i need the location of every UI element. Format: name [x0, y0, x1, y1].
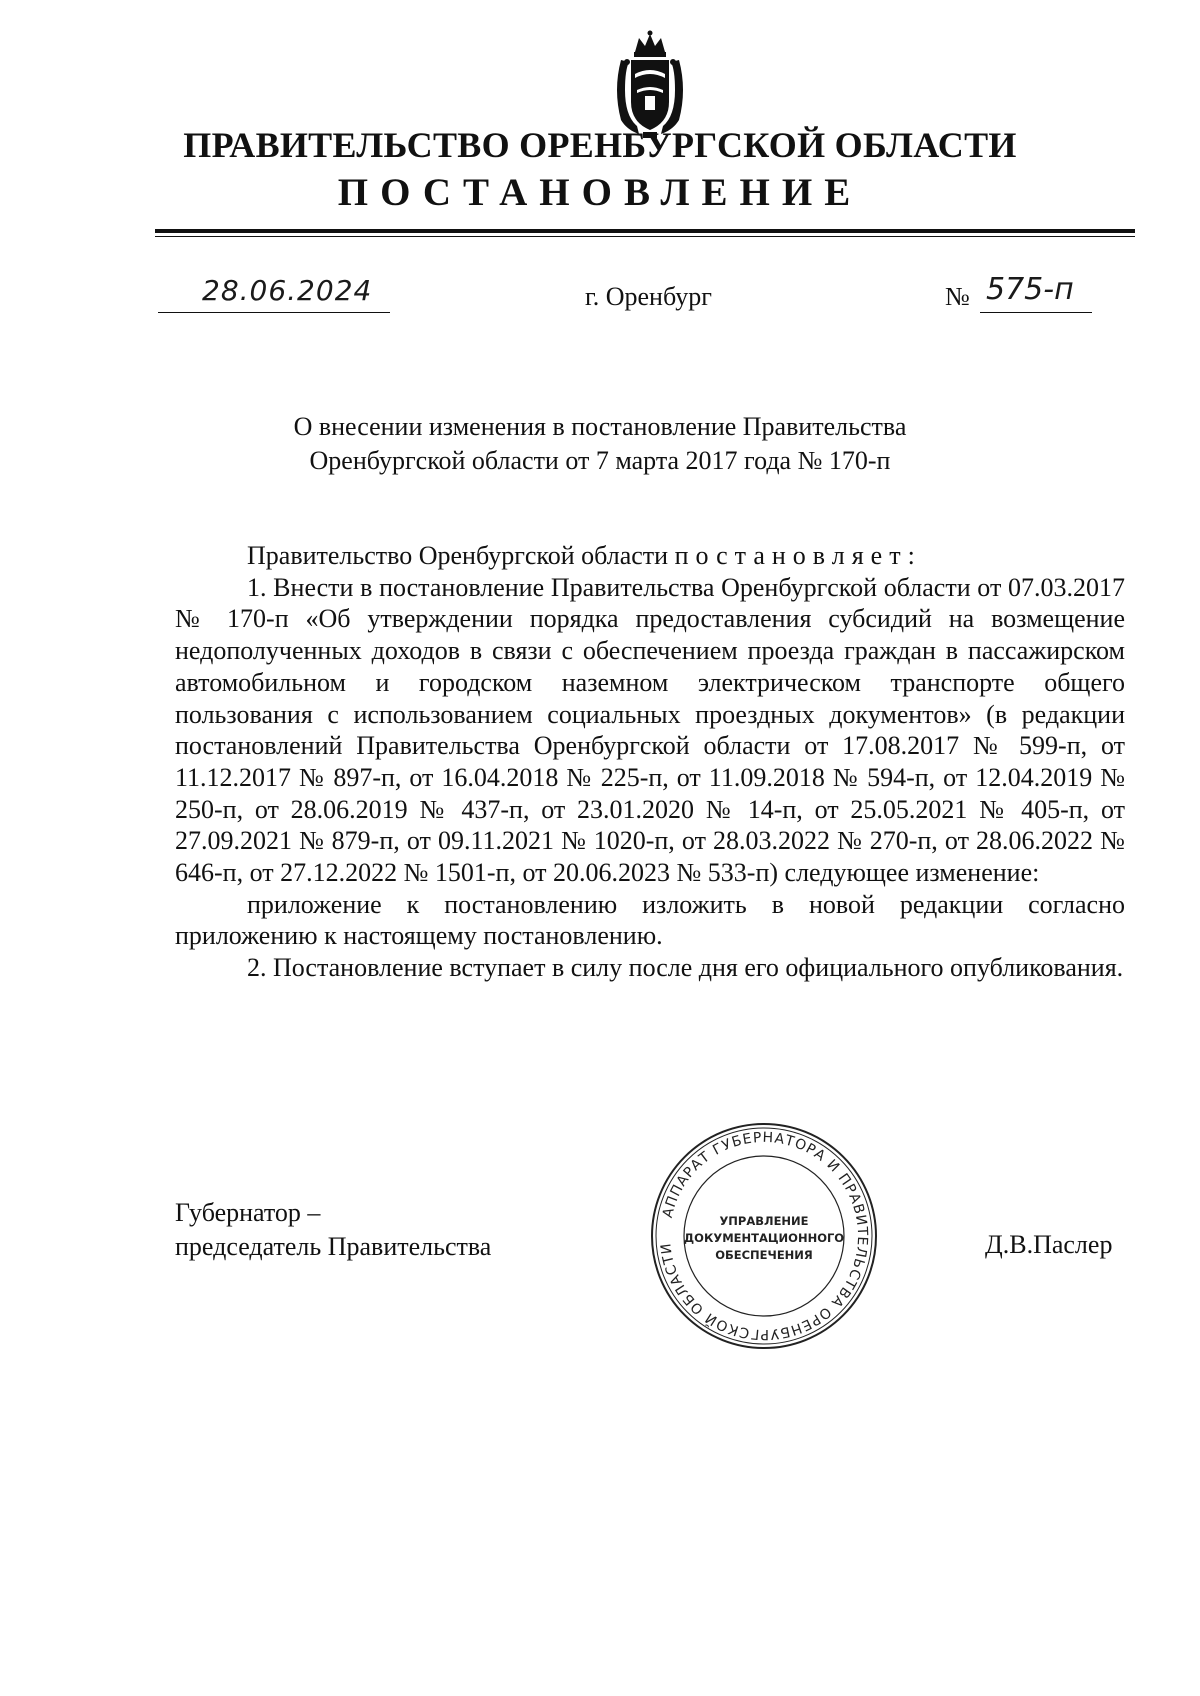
- document-type: ПОСТАНОВЛЕНИЕ: [337, 171, 863, 214]
- signatory-title-line: председатель Правительства: [175, 1232, 492, 1261]
- stamp-center-line: УПРАВЛЕНИЕ: [719, 1214, 809, 1228]
- header-rule: [155, 229, 1135, 233]
- signatory-title: [175, 1196, 491, 1264]
- subject-line: Оренбургской области от 7 марта 2017 года № 170-п: [309, 446, 891, 475]
- paragraph-1: 1. Внести в постановление Правительства Оренбургской области от 07.03.2017 № 170-п «Об утверждении порядка предоставления субсидий на возмещение недополученных доходов в связи с обеспечением проезда граждан в пассажирском автомобильном и городском наземном электрическом транспорте общего пользования с использованием социальных проездных документов» (в редакции постановлений Правительства Оренбургской области от 17.08.2017 № 599-п, от 11.12.2017 № 897-п, от 16.04.2018 № 225-п, от 11.09.2018 № 594-п, от 12.04.2019 № 250-п, от 28.06.2019 № 437-п, от 23.01.2020 № 14-п, от 25.05.2021 № 405-п, от 27.09.2021 № 879-п, от 09.11.2021 № 1020-п, от 28.03.2022 № 270-п, от 28.06.2022 № 646-п, от 27.12.2022 № 1501-п, от 20.06.2023 № 533-п) следующее изменение:: [175, 572, 1125, 888]
- stamp-ring-text: АППАРАТ ГУБЕРНАТОРА И ПРАВИТЕЛЬСТВА ОРЕНБУРГСКОЙ ОБЛАСТИ: [658, 1129, 871, 1343]
- intro-prefix: Правительство Оренбургской области: [247, 541, 675, 570]
- header-rule-thin: [155, 236, 1135, 237]
- signatory-name: Д.В.Паслер: [985, 1230, 1113, 1259]
- document-number: 575-п: [986, 272, 1074, 307]
- official-stamp: [648, 1120, 880, 1352]
- stamp-center-line: ОБЕСПЕЧЕНИЯ: [715, 1248, 813, 1262]
- stamp-center-line: ДОКУМЕНТАЦИОННОГО: [683, 1231, 845, 1245]
- date-field: [158, 272, 390, 313]
- subject-line: О внесении изменения в постановление Правительства: [293, 412, 907, 441]
- document-date: 28.06.2024: [202, 274, 373, 307]
- intro-verb: постановляет:: [674, 541, 922, 570]
- document-subject: [240, 410, 960, 478]
- city: г. Оренбург: [585, 282, 712, 311]
- signatory-title-line: Губернатор –: [175, 1198, 321, 1227]
- number-field: [980, 272, 1092, 313]
- intro-paragraph: [175, 540, 1125, 572]
- paragraph-3: 2. Постановление вступает в силу после дня его официального опубликования.: [247, 953, 1124, 983]
- number-label: №: [945, 282, 970, 311]
- document-body: [175, 540, 1125, 984]
- organization-title: ПРАВИТЕЛЬСТВО ОРЕНБУРГСКОЙ ОБЛАСТИ: [183, 125, 1017, 165]
- paragraph-2: приложение к постановлению изложить в новой редакции согласно приложению к настоящему постановлению.: [175, 889, 1125, 951]
